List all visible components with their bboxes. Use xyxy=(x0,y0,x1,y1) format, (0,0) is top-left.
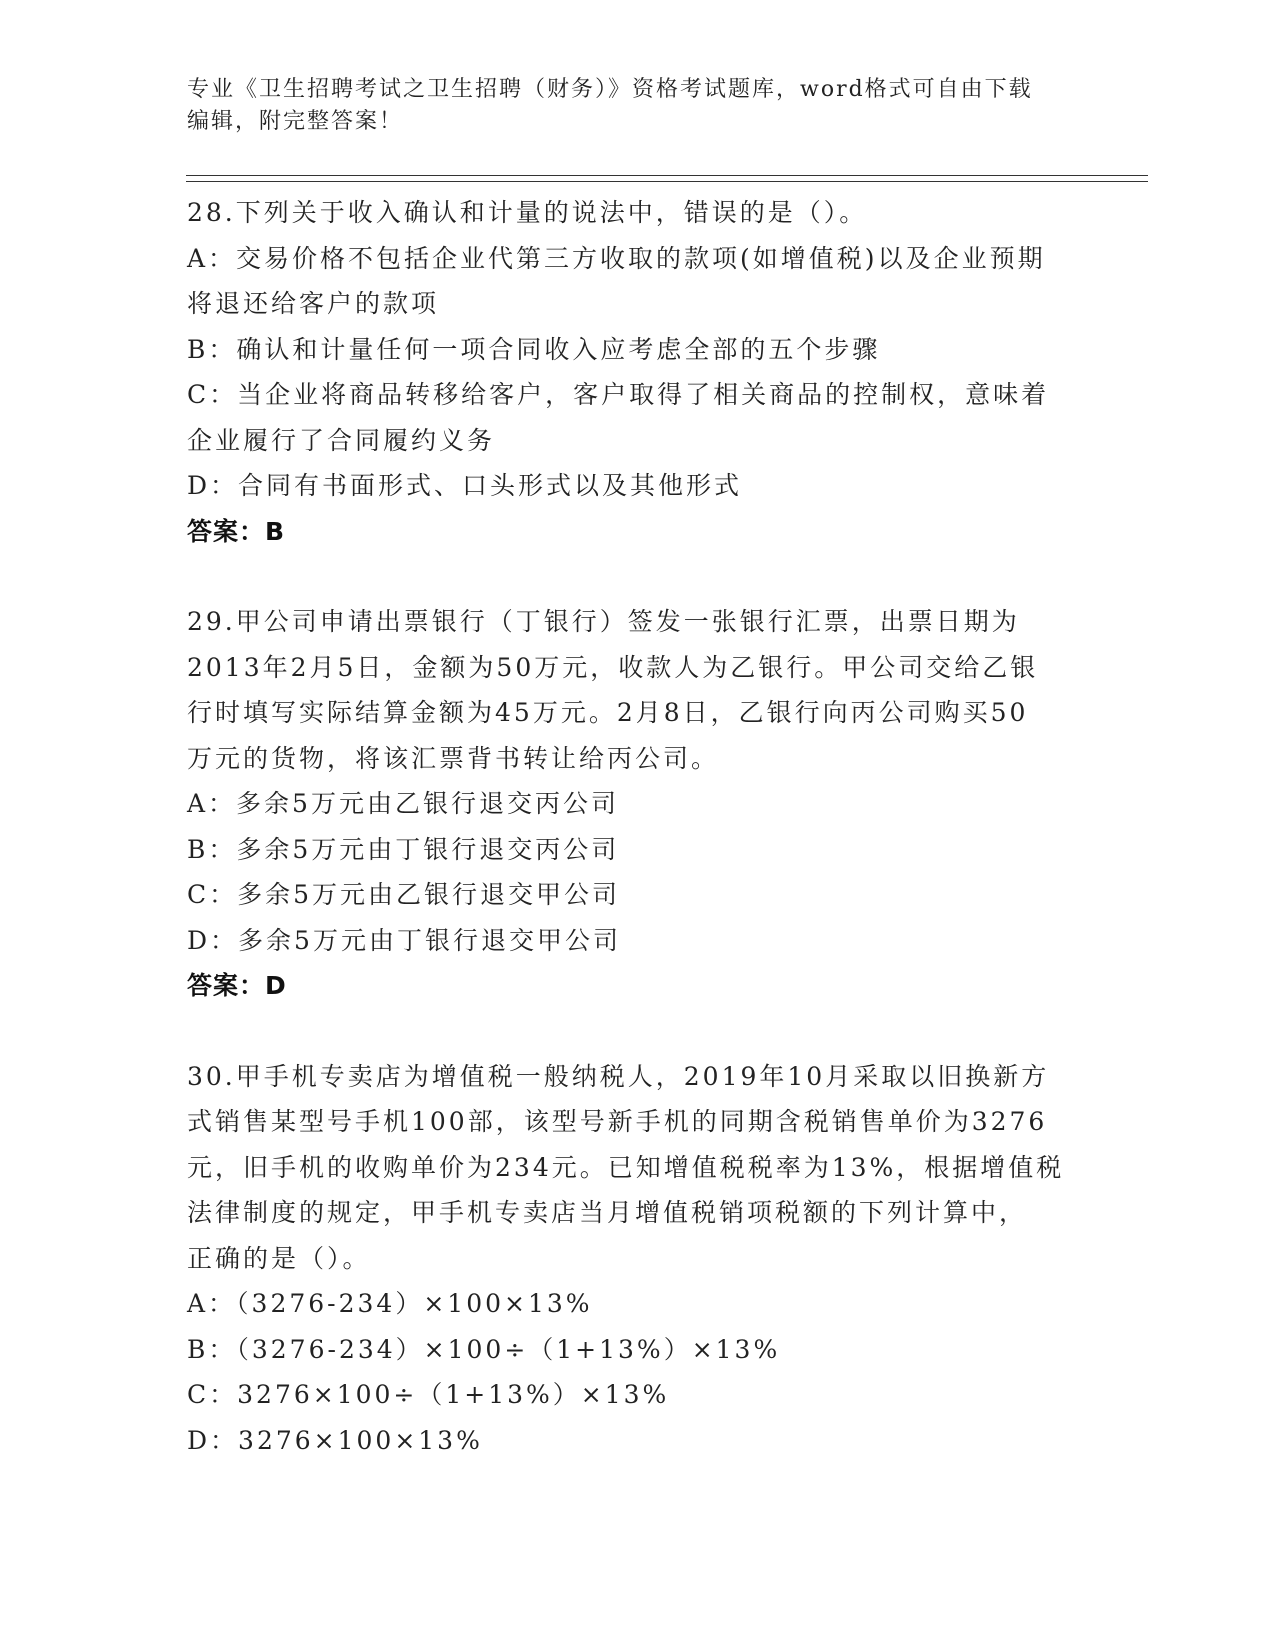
option-d: D：3276×100×13% xyxy=(187,1425,483,1455)
question-stem: 式销售某型号手机100部，该型号新手机的同期含税销售单价为3276 xyxy=(187,1107,1048,1136)
option-text: A：交易价格不包括企业代第三方收取的款项(如增值税)以及企业预期 xyxy=(187,243,1046,273)
option-text: 将退还给客户的款项 xyxy=(187,289,440,318)
question-stem: 法律制度的规定，甲手机专卖店当月增值税销项税额的下列计算中， xyxy=(187,1198,1028,1227)
header-divider-top xyxy=(186,175,1148,176)
option-d: D：多余5万元由丁银行退交甲公司 xyxy=(187,925,621,955)
answer-label: 答案：D xyxy=(187,971,287,1000)
option-c: C：3276×100÷（1+13%）×13% xyxy=(187,1380,670,1409)
option-text: D：合同有书面形式、口头形式以及其他形式 xyxy=(187,471,743,500)
option-text: C：当企业将商品转移给客户，客户取得了相关商品的控制权，意味着 xyxy=(187,380,1050,409)
option-b: B：（3276-234）×100÷（1+13%）×13% xyxy=(187,1334,781,1364)
question-stem: 30.甲手机专卖店为增值税一般纳税人，2019年10月采取以旧换新方 xyxy=(187,1061,1050,1091)
question-29 xyxy=(187,599,1087,1009)
option-b: B：多余5万元由丁银行退交丙公司 xyxy=(187,834,620,864)
option-d xyxy=(187,463,1087,509)
question-28 xyxy=(187,190,1087,554)
answer-label: 答案：B xyxy=(187,516,286,546)
question-stem: 2013年2月5日，金额为50万元，收款人为乙银行。甲公司交给乙银 xyxy=(187,652,1039,682)
document-header xyxy=(187,74,1067,138)
option-text: 企业履行了合同履约义务 xyxy=(187,425,496,455)
header-line-1: 专业《卫生招聘考试之卫生招聘（财务）》资格考试题库，word格式可自由下载 xyxy=(187,77,1033,102)
question-stem: 万元的货物，将该汇票背书转让给丙公司。 xyxy=(187,743,720,773)
option-text: B：确认和计量任何一项合同收入应考虑全部的五个步骤 xyxy=(187,334,881,364)
option-b xyxy=(187,327,1087,373)
question-stem: 正确的是（）。 xyxy=(187,1243,371,1273)
question-stem: 29.甲公司申请出票银行（丁银行）签发一张银行汇票，出票日期为 xyxy=(187,607,1020,636)
question-30 xyxy=(187,1054,1087,1464)
option-a: A：多余5万元由乙银行退交丙公司 xyxy=(187,789,619,818)
header-divider-bottom xyxy=(186,181,1148,182)
option-c: C：多余5万元由乙银行退交甲公司 xyxy=(187,880,621,909)
question-stem: 28.下列关于收入确认和计量的说法中，错误的是（）。 xyxy=(187,198,868,227)
question-spacer xyxy=(187,554,1087,599)
header-line-2: 编辑，附完整答案！ xyxy=(187,109,404,134)
option-a: A：（3276-234）×100×13% xyxy=(187,1289,593,1318)
question-stem: 行时填写实际结算金额为45万元。2月8日，乙银行向丙公司购买50 xyxy=(187,698,1029,727)
question-stem: 元，旧手机的收购单价为234元。已知增值税税率为13%，根据增值税 xyxy=(187,1152,1065,1182)
option-a xyxy=(187,236,1087,327)
question-list xyxy=(187,190,1087,1463)
option-c xyxy=(187,372,1087,463)
question-spacer xyxy=(187,1009,1087,1054)
